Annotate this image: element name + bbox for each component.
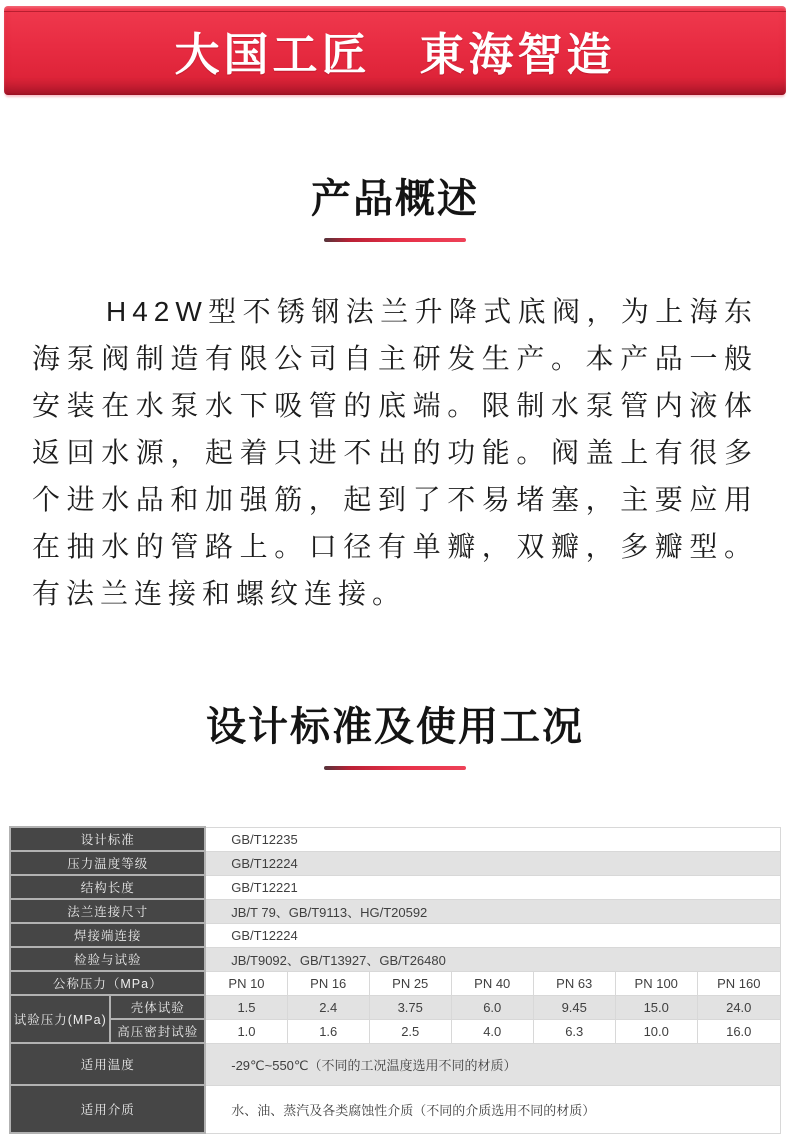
test-value-cell: 24.0 — [697, 995, 780, 1019]
pressure-cell: PN 63 — [533, 971, 615, 995]
spec-label-cell: 检验与试验 — [10, 947, 205, 971]
test-value-cell: 15.0 — [615, 995, 697, 1019]
table-row — [10, 899, 780, 923]
specs-table — [9, 826, 781, 1134]
pressure-cell: PN 160 — [697, 971, 780, 995]
test-value-cell: 6.3 — [533, 1019, 615, 1043]
test-value-cell: 2.5 — [369, 1019, 451, 1043]
spec-sublabel-cell: 壳体试验 — [110, 995, 205, 1019]
pressure-cell: PN 16 — [287, 971, 369, 995]
table-row — [10, 827, 780, 851]
table-row — [10, 947, 780, 971]
test-value-cell: 3.75 — [369, 995, 451, 1019]
specs-section-title: 设计标准及使用工况 — [206, 705, 584, 749]
brand-banner — [4, 6, 786, 95]
test-value-cell: 6.0 — [451, 995, 533, 1019]
spec-label-cell: 适用温度 — [10, 1043, 205, 1085]
test-value-cell: 1.0 — [205, 1019, 287, 1043]
spec-value-cell: GB/T12221 — [205, 875, 780, 899]
table-row — [10, 875, 780, 899]
test-value-cell: 9.45 — [533, 995, 615, 1019]
spec-label-cell: 结构长度 — [10, 875, 205, 899]
pressure-cell: PN 100 — [615, 971, 697, 995]
test-value-cell: 1.6 — [287, 1019, 369, 1043]
pressure-cell: PN 40 — [451, 971, 533, 995]
spec-label-cell: 焊接端连接 — [10, 923, 205, 947]
pressure-cell: PN 10 — [205, 971, 287, 995]
table-row-medium — [10, 1085, 780, 1133]
table-row — [10, 923, 780, 947]
spec-label-cell: 试验压力(MPa) — [10, 995, 110, 1043]
pressure-cell: PN 25 — [369, 971, 451, 995]
spec-label-cell: 设计标准 — [10, 827, 205, 851]
table-row-shell-test — [10, 995, 780, 1019]
table-row-temperature — [10, 1043, 780, 1085]
test-value-cell: 16.0 — [697, 1019, 780, 1043]
spec-label-cell: 压力温度等级 — [10, 851, 205, 875]
specs-title-underline — [324, 766, 466, 770]
test-value-cell: 10.0 — [615, 1019, 697, 1043]
test-value-cell: 4.0 — [451, 1019, 533, 1043]
table-row-seal-test — [10, 1019, 780, 1043]
spec-label-cell: 适用介质 — [10, 1085, 205, 1133]
test-value-cell: 2.4 — [287, 995, 369, 1019]
spec-value-cell: GB/T12224 — [205, 923, 780, 947]
spec-value-cell: GB/T12224 — [205, 851, 780, 875]
table-row-nominal-pressure — [10, 971, 780, 995]
spec-value-cell: -29℃~550℃（不同的工况温度选用不同的材质） — [205, 1043, 780, 1085]
banner-title: 大国工匠 東海智造 — [174, 29, 616, 80]
spec-label-cell: 法兰连接尺寸 — [10, 899, 205, 923]
spec-label-cell: 公称压力（MPa） — [10, 971, 205, 995]
spec-value-cell: JB/T9092、GB/T13927、GB/T26480 — [205, 947, 780, 971]
overview-title-underline — [324, 238, 466, 242]
test-value-cell: 1.5 — [205, 995, 287, 1019]
spec-sublabel-cell: 高压密封试验 — [110, 1019, 205, 1043]
spec-value-cell: GB/T12235 — [205, 827, 780, 851]
overview-paragraph: H42W型不锈钢法兰升降式底阀，为上海东海泵阀制造有限公司自主研发生产。本产品一般安装在水泵水下吸管的底端。限制水泵管内液体返回水源，起着只进不出的功能。阀盖上有很多个进水品和加强筋，起到了不易堵塞，主要应用在抽水的管路上。口径有单瓣，双瓣，多瓣型。有法兰连接和螺纹连接。 — [32, 296, 758, 609]
table-row — [10, 851, 780, 875]
spec-value-cell: JB/T 79、GB/T9113、HG/T20592 — [205, 899, 780, 923]
overview-section-title: 产品概述 — [311, 177, 479, 221]
spec-value-cell: 水、油、蒸汽及各类腐蚀性介质（不同的介质选用不同的材质） — [205, 1085, 780, 1133]
